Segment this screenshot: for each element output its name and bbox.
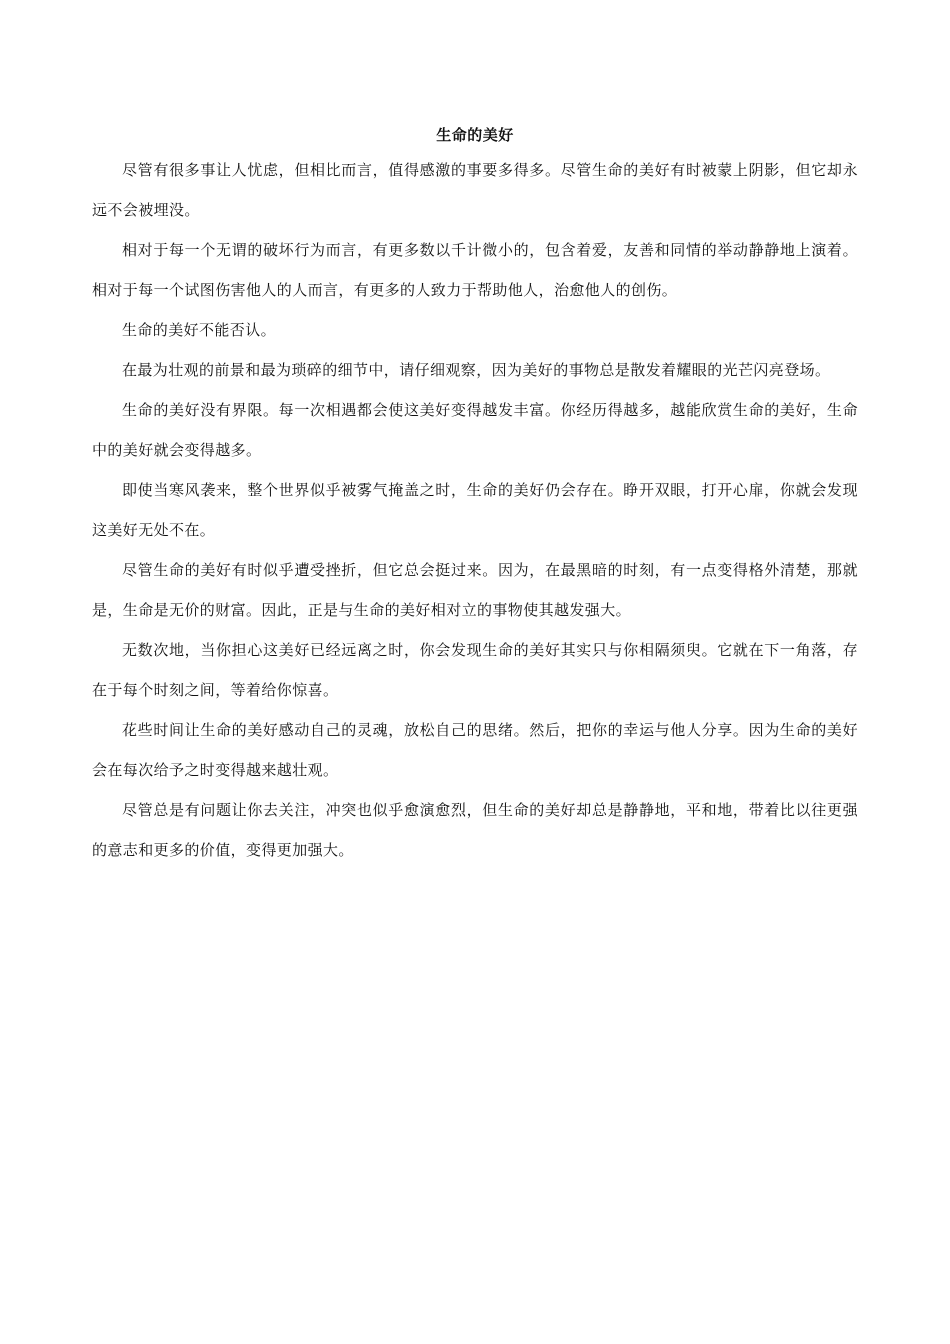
paragraph-5: 生命的美好没有界限。每一次相遇都会使这美好变得越发丰富。你经历得越多，越能欣赏生命的美好，生命中的美好就会变得越多。 (92, 401, 858, 459)
paragraph-1: 尽管有很多事让人忧虑，但相比而言，值得感激的事要多得多。尽管生命的美好有时被蒙上阴影，但它却永远不会被埋没。 (92, 161, 858, 219)
paragraph-10: 尽管总是有问题让你去关注，冲突也似乎愈演愈烈，但生命的美好却总是静静地，平和地，带着比以往更强的意志和更多的价值，变得更加强大。 (92, 801, 858, 859)
paragraph-8: 无数次地，当你担心这美好已经远离之时，你会发现生命的美好其实只与你相隔须臾。它就在下一角落，存在于每个时刻之间，等着给你惊喜。 (92, 641, 858, 699)
paragraph-4: 在最为壮观的前景和最为琐碎的细节中，请仔细观察，因为美好的事物总是散发着耀眼的光芒闪亮登场。 (122, 361, 831, 379)
paragraph-9: 花些时间让生命的美好感动自己的灵魂，放松自己的思绪。然后，把你的幸运与他人分享。因为生命的美好会在每次给予之时变得越来越壮观。 (92, 721, 858, 779)
paragraph-3: 生命的美好不能否认。 (122, 321, 277, 339)
paragraph-7: 尽管生命的美好有时似乎遭受挫折，但它总会挺过来。因为，在最黑暗的时刻，有一点变得格外清楚，那就是，生命是无价的财富。因此，正是与生命的美好相对立的事物使其越发强大。 (92, 561, 858, 619)
paragraph-2: 相对于每一个无谓的破坏行为而言，有更多数以千计微小的，包含着爱，友善和同情的举动静静地上演着。相对于每一个试图伤害他人的人而言，有更多的人致力于帮助他人，治愈他人的创伤。 (92, 241, 858, 299)
paragraph-6: 即使当寒风袭来，整个世界似乎被雾气掩盖之时，生命的美好仍会存在。睁开双眼，打开心扉，你就会发现这美好无处不在。 (92, 481, 858, 539)
document-title: 生命的美好 (436, 126, 514, 144)
